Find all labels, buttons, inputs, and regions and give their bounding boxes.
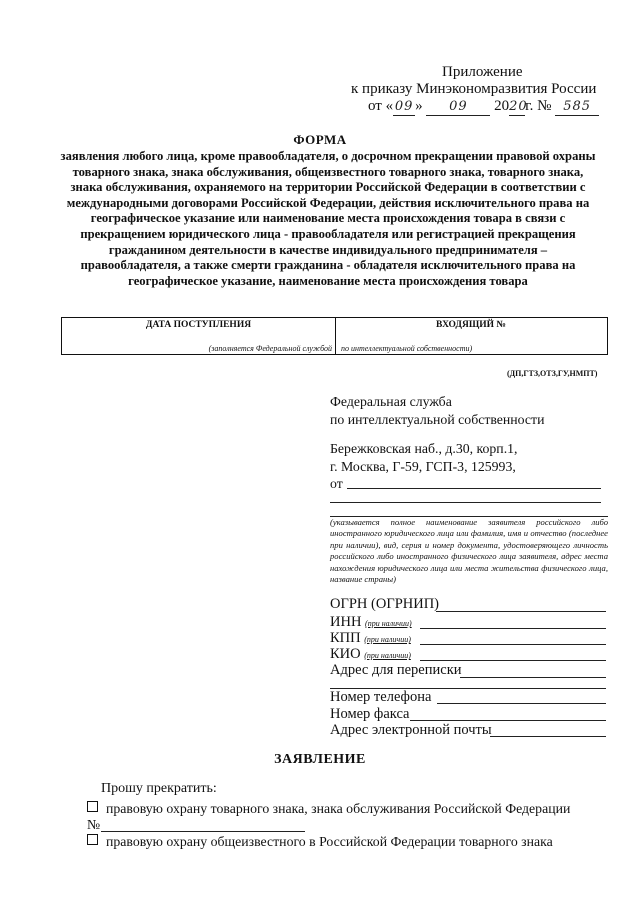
recipient-address: Бережковская наб., д.30, корп.1, г. Москва, Г-59, ГСП-3, 125993, <box>330 441 518 474</box>
appendix-date-line: от « 09 » 09 2020г. № 585 <box>330 98 620 116</box>
applicant-line-2[interactable] <box>330 502 601 503</box>
date-month: 09 <box>426 98 490 116</box>
option-well-known <box>87 834 553 850</box>
statement-title: ЗАЯВЛЕНИЕ <box>274 752 366 767</box>
phone-field <box>330 689 431 706</box>
inn-note: (при наличии) <box>365 619 412 628</box>
form-codes: (ДП,ГТЗ,ОТЗ,ГУ,НМПТ) <box>507 369 598 378</box>
postal-field <box>330 662 462 679</box>
well-known-option-label: правовую охрану общеизвестного в Российской Федерации товарного знака <box>106 834 553 849</box>
date-year: 20 <box>509 99 528 114</box>
postal-input[interactable] <box>460 677 606 678</box>
intake-note-left: (заполняется Федеральной службой <box>208 344 332 353</box>
appendix-title: Приложение <box>442 64 523 80</box>
option-trademark <box>87 801 570 817</box>
form-title: ФОРМА <box>293 132 347 147</box>
inn-input[interactable] <box>420 628 606 629</box>
kpp-input[interactable] <box>420 644 606 645</box>
date-day: 09 <box>394 99 414 114</box>
inn-field <box>330 614 412 631</box>
kpp-label: КПП <box>330 630 361 646</box>
order-number: 585 <box>555 98 599 116</box>
incoming-number-cell[interactable] <box>335 318 607 354</box>
registration-number-row <box>87 817 100 833</box>
email-input[interactable] <box>490 736 606 737</box>
ogrn-input[interactable] <box>436 611 606 612</box>
kpp-field <box>330 630 411 647</box>
kio-field <box>330 646 411 663</box>
inn-label: ИНН <box>330 614 362 630</box>
registration-number-input[interactable] <box>101 831 305 832</box>
appendix-order-ref: к приказу Минэкономразвития России <box>351 81 597 97</box>
number-label: № <box>87 817 101 832</box>
fax-field <box>330 706 410 723</box>
received-date-header: ДАТА ПОСТУПЛЕНИЯ <box>145 320 252 330</box>
recipient-name: Федеральная служба по интеллектуальной собственности <box>330 394 545 427</box>
received-date-cell[interactable] <box>62 318 336 354</box>
kpp-note: (при наличии) <box>364 635 411 644</box>
statement-request: Прошу прекратить: <box>101 781 217 796</box>
postal-label: Адрес для переписки <box>330 662 462 678</box>
intake-table <box>61 317 608 355</box>
from-line[interactable] <box>347 488 601 489</box>
ogrn-field <box>330 596 439 613</box>
incoming-number-header: ВХОДЯЩИЙ № <box>436 320 506 330</box>
applicant-hint: (указывается полное наименование заявителя российского либо иностранного юридического лица или фамилия, имя и отчество (последнее при наличии), вид, серия и номер документа, удостоверяющего личность российского либо иностранного физического лица заявителя, адрес места нахождения юридического лица или места жительства физического лица, название страны) <box>330 517 608 585</box>
form-subtitle: заявления любого лица, кроме правообладателя, о досрочном прекращении правовой охраны товарного знака, знака обслуживания, общеизвестного товарного знака, товарного знака, знака обслуживания, охраняемого на территории Российской Федерации в соответствии с международными договорами Российской Федерации, действия исключительного права на географическое указание или наименование места происхождения товара в связи с прекращением юридического лица - правообладателя или регистрацией прекращения гражданином деятельности в качестве индивидуального предпринимателя – правообладателя, а также смерти гражданина - обладателя исключительного права на географическое указание, наименование места происхождения товара <box>60 149 596 288</box>
email-label: Адрес электронной почты <box>330 722 492 738</box>
appendix-header <box>330 64 620 116</box>
phone-input[interactable] <box>437 703 606 704</box>
trademark-checkbox[interactable] <box>87 801 98 812</box>
kio-input[interactable] <box>420 660 606 661</box>
kio-note: (при наличии) <box>364 651 411 660</box>
kio-label: КИО <box>330 646 361 662</box>
fax-input[interactable] <box>410 720 606 721</box>
from-label: от <box>330 476 343 491</box>
email-field <box>330 722 492 739</box>
ogrn-label: ОГРН (ОГРНИП) <box>330 596 440 612</box>
fax-label: Номер факса <box>330 706 410 722</box>
trademark-option-label: правовую охрану товарного знака, знака обслуживания Российской Федерации <box>106 801 571 816</box>
phone-label: Номер телефона <box>330 689 432 705</box>
well-known-checkbox[interactable] <box>87 834 98 845</box>
intake-note-right: по интеллектуальной собственности) <box>341 344 473 353</box>
